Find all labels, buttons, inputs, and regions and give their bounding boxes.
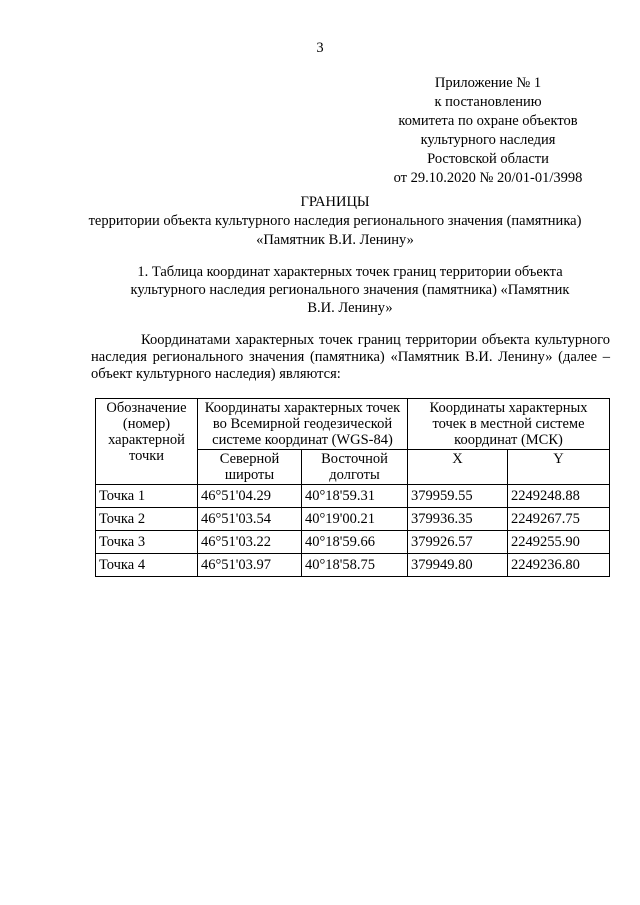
section-title-line: культурного наследия регионального значения (памятника) «Памятник bbox=[130, 282, 570, 298]
table-row bbox=[96, 554, 610, 577]
cell-latitude: 46°51'04.29 bbox=[198, 485, 302, 508]
cell-longitude: 40°18'59.31 bbox=[302, 485, 408, 508]
cell-x: 379959.55 bbox=[408, 485, 508, 508]
title-heading: ГРАНИЦЫ bbox=[300, 194, 370, 210]
table-row bbox=[96, 531, 610, 554]
appendix-line: культурного наследия bbox=[420, 132, 556, 148]
coordinates-table bbox=[95, 398, 610, 577]
cell-point: Точка 3 bbox=[96, 531, 198, 554]
cell-point: Точка 4 bbox=[96, 554, 198, 577]
cell-y: 2249236.80 bbox=[508, 554, 610, 577]
cell-y: 2249255.90 bbox=[508, 531, 610, 554]
title-line: «Памятник В.И. Ленину» bbox=[256, 232, 414, 248]
section-title bbox=[90, 263, 610, 317]
table-row bbox=[96, 485, 610, 508]
section-title-line: В.И. Ленину» bbox=[307, 300, 393, 316]
cell-latitude: 46°51'03.54 bbox=[198, 508, 302, 531]
cell-y: 2249267.75 bbox=[508, 508, 610, 531]
subheader-north-latitude: Северной широты bbox=[198, 450, 302, 485]
cell-longitude: 40°19'00.21 bbox=[302, 508, 408, 531]
subheader-east-longitude: Восточной долготы bbox=[302, 450, 408, 485]
cell-latitude: 46°51'03.22 bbox=[198, 531, 302, 554]
appendix-line: Ростовской области bbox=[427, 151, 549, 167]
cell-x: 379949.80 bbox=[408, 554, 508, 577]
appendix-line: к постановлению bbox=[434, 94, 542, 110]
cell-latitude: 46°51'03.97 bbox=[198, 554, 302, 577]
appendix-line: от 29.10.2020 № 20/01-01/3998 bbox=[393, 170, 583, 186]
document-title bbox=[60, 193, 610, 250]
cell-x: 379926.57 bbox=[408, 531, 508, 554]
subheader-y: Y bbox=[508, 450, 610, 485]
header-designation: Обозначение (номер) характерной точки bbox=[96, 399, 198, 485]
appendix-line: комитета по охране объектов bbox=[398, 113, 578, 129]
intro-paragraph: Координатами характерных точек границ территории объекта культурного наследия регионального значения (памятника) «Памятник В.И. Ленину» (далее – объект культурного наследия) являются: bbox=[91, 332, 610, 382]
cell-point: Точка 1 bbox=[96, 485, 198, 508]
header-wgs84: Координаты характерных точек во Всемирной геодезической системе координат (WGS-84) bbox=[198, 399, 408, 450]
cell-point: Точка 2 bbox=[96, 508, 198, 531]
cell-x: 379936.35 bbox=[408, 508, 508, 531]
section-title-line: 1. Таблица координат характерных точек границ территории объекта bbox=[137, 264, 563, 280]
subheader-x: X bbox=[408, 450, 508, 485]
cell-longitude: 40°18'59.66 bbox=[302, 531, 408, 554]
table-header-row bbox=[96, 399, 610, 450]
cell-y: 2249248.88 bbox=[508, 485, 610, 508]
table-row bbox=[96, 508, 610, 531]
header-msk: Координаты характерных точек в местной системе координат (МСК) bbox=[408, 399, 610, 450]
appendix-line: Приложение № 1 bbox=[434, 75, 542, 91]
appendix-block bbox=[382, 74, 594, 188]
page-number: 3 bbox=[316, 40, 324, 56]
title-line: территории объекта культурного наследия регионального значения (памятника) bbox=[88, 213, 582, 229]
cell-longitude: 40°18'58.75 bbox=[302, 554, 408, 577]
